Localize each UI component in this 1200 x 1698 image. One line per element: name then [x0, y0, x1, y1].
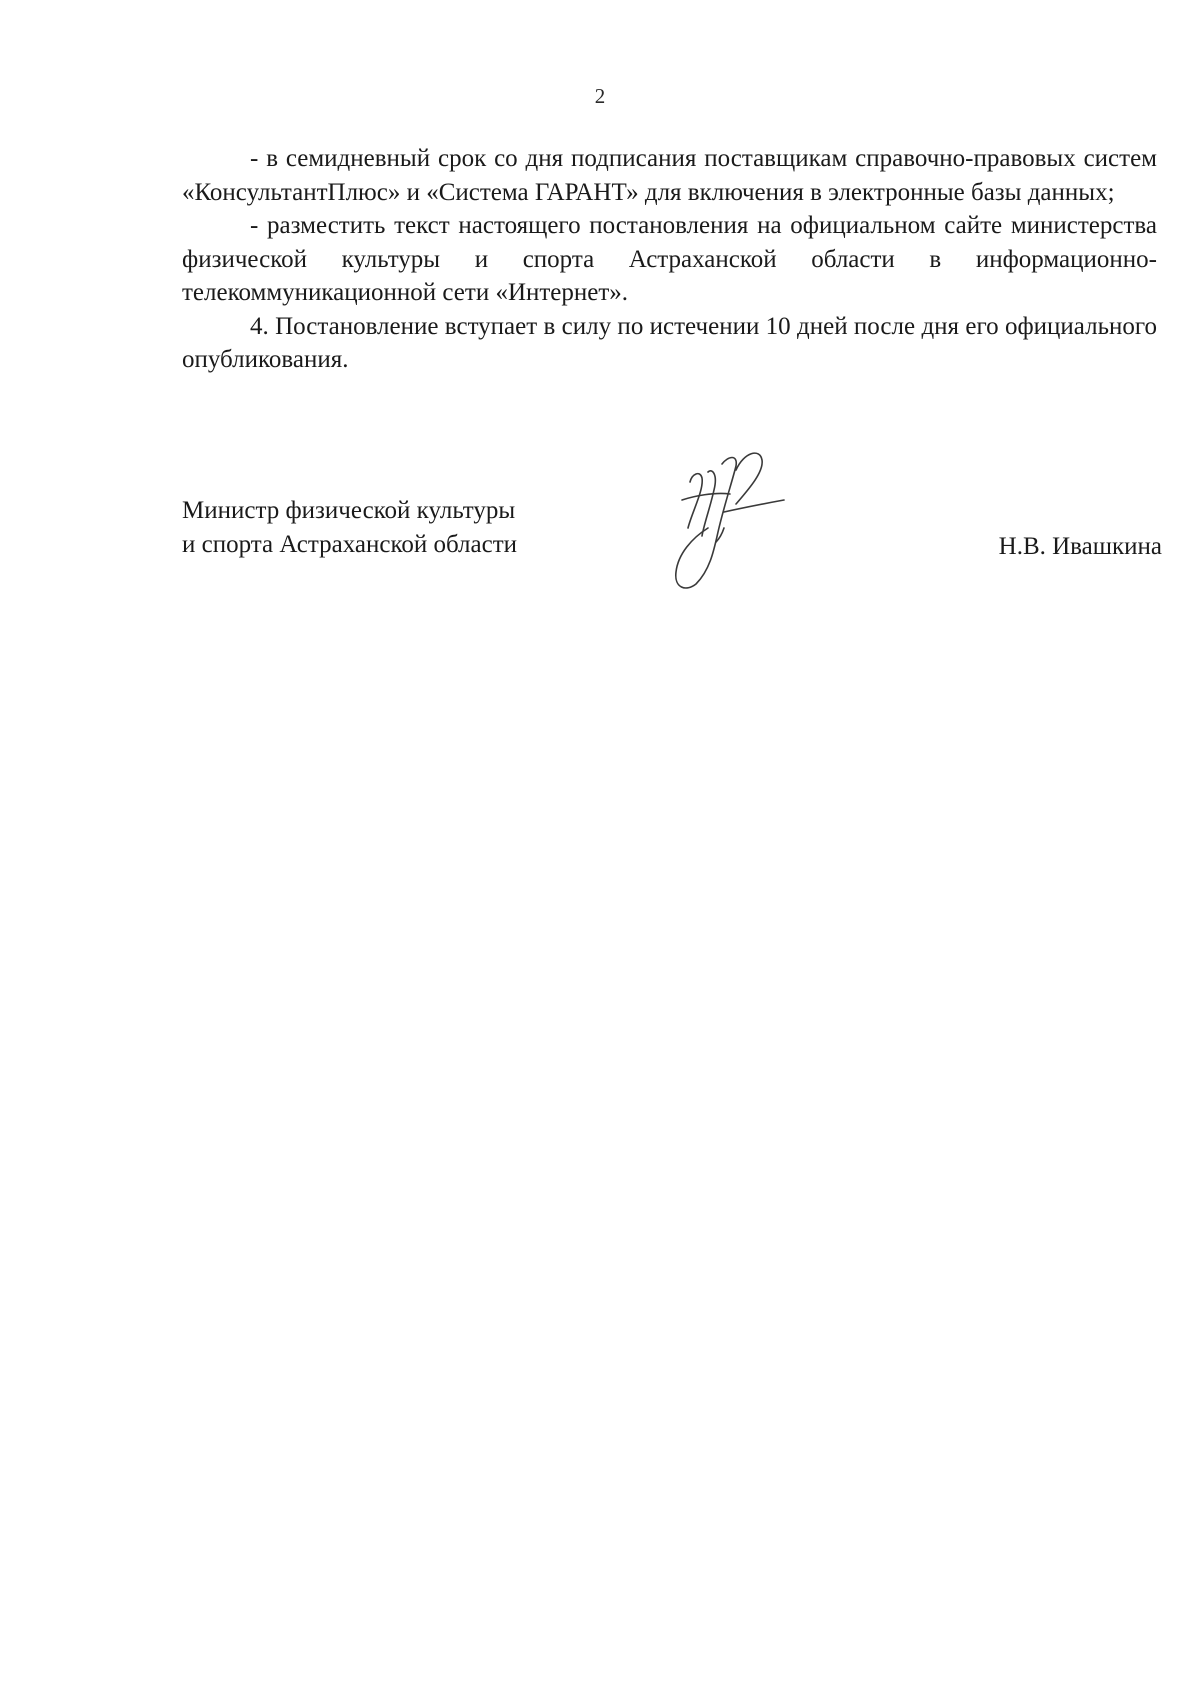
signatory-title: [182, 494, 517, 562]
signatory-title-line-1: Министр физической культуры: [182, 497, 516, 524]
paragraph-consultant-garant: - в семидневный срок со дня подписания поставщикам справочно-правовых систем «КонсультантПлюс» и «Система ГАРАНТ» для включения в электронные базы данных;: [182, 145, 1157, 206]
signatory-name: Н.В. Ивашкина: [998, 533, 1162, 560]
signature-block: [182, 494, 1162, 634]
handwritten-signature: [652, 442, 802, 602]
signatory-title-line-2: и спорта Астраханской области: [182, 531, 518, 558]
paragraph-publish-website: - разместить текст настоящего постановления на официальном сайте министерства физической культуры и спорта Астраханской области в информационно-телекоммуникационной сети «Интернет».: [182, 212, 1157, 306]
page-number: 2: [594, 84, 606, 108]
paragraph-effective-date: 4. Постановление вступает в силу по истечении 10 дней после дня его официального опубликования.: [182, 312, 1157, 373]
document-body: [182, 142, 1157, 377]
